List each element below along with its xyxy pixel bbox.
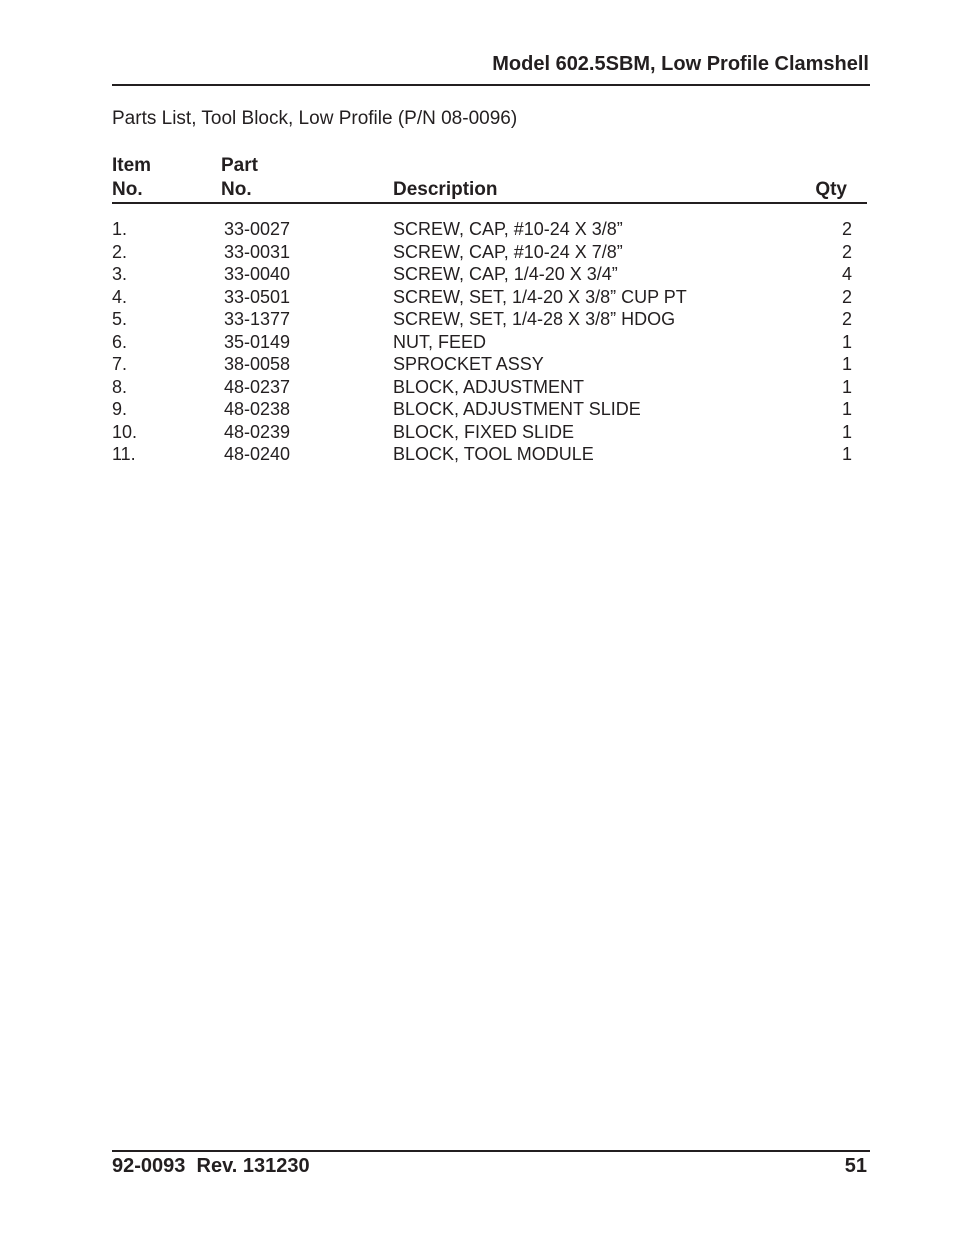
quantity: 1 — [841, 376, 852, 397]
part-description: BLOCK, TOOL MODULE — [393, 444, 594, 464]
part-description: BLOCK, FIXED SLIDE — [393, 421, 575, 442]
part-number: 33-0501 — [224, 286, 291, 307]
part-description: SCREW, CAP, 1/4-20 X 3/4” — [393, 264, 618, 284]
table-row — [112, 308, 852, 331]
table-row — [112, 241, 852, 264]
footer-document-number: 92-0093 Rev. 131230 — [112, 1155, 310, 1177]
column-header-item-line2: No. — [112, 179, 143, 200]
part-number: 48-0238 — [224, 399, 291, 419]
quantity: 1 — [841, 421, 852, 442]
table-row — [112, 263, 852, 286]
part-number: 35-0149 — [224, 331, 291, 352]
table-row — [112, 443, 852, 466]
item-number: 9. — [112, 399, 128, 419]
table-row — [112, 421, 852, 444]
part-number: 38-0058 — [224, 354, 291, 374]
quantity: 2 — [841, 241, 852, 262]
part-number: 48-0237 — [224, 376, 291, 397]
item-number: 4. — [112, 286, 128, 307]
item-number: 3. — [112, 264, 128, 284]
item-number: 8. — [112, 376, 128, 397]
item-number: 11. — [112, 444, 136, 464]
column-header-part-line1: Part — [221, 155, 258, 176]
part-number: 33-0040 — [224, 264, 291, 284]
part-description: SCREW, SET, 1/4-20 X 3/8” CUP PT — [393, 286, 687, 307]
part-number: 33-1377 — [224, 309, 291, 329]
quantity: 2 — [841, 309, 852, 329]
part-description: BLOCK, ADJUSTMENT — [393, 376, 585, 397]
table-header-rule — [112, 202, 867, 204]
table-body — [112, 218, 852, 466]
footer-page-number: 51 — [844, 1155, 867, 1177]
quantity: 4 — [841, 264, 852, 284]
table-row — [112, 218, 852, 241]
table-row — [112, 331, 852, 354]
quantity: 2 — [841, 286, 852, 307]
part-description: SCREW, CAP, #10-24 X 3/8” — [393, 219, 623, 239]
part-description: NUT, FEED — [393, 331, 487, 352]
page-header-title: Model 602.5SBM, Low Profile Clamshell — [492, 53, 869, 75]
header-rule — [112, 84, 870, 86]
footer-rule — [112, 1150, 870, 1152]
quantity: 1 — [841, 444, 852, 464]
part-number: 33-0027 — [224, 219, 291, 239]
column-header-qty: Qty — [815, 179, 847, 200]
part-number: 33-0031 — [224, 241, 291, 262]
part-number: 48-0239 — [224, 421, 291, 442]
quantity: 1 — [841, 354, 852, 374]
part-description: BLOCK, ADJUSTMENT SLIDE — [393, 399, 641, 419]
table-row — [112, 376, 852, 399]
item-number: 1. — [112, 219, 128, 239]
table-row — [112, 286, 852, 309]
quantity: 1 — [841, 331, 852, 352]
item-number: 6. — [112, 331, 128, 352]
column-header-description: Description — [393, 179, 498, 200]
item-number: 7. — [112, 354, 128, 374]
item-number: 2. — [112, 241, 128, 262]
section-title: Parts List, Tool Block, Low Profile (P/N 08-0096) — [112, 108, 518, 129]
item-number: 5. — [112, 309, 128, 329]
table-row — [112, 353, 852, 376]
part-description: SCREW, SET, 1/4-28 X 3/8” HDOG — [393, 309, 676, 329]
item-number: 10. — [112, 421, 138, 442]
column-header-item-line1: Item — [112, 155, 152, 176]
table-row — [112, 398, 852, 421]
quantity: 1 — [841, 399, 852, 419]
part-description: SPROCKET ASSY — [393, 354, 544, 374]
part-number: 48-0240 — [224, 444, 291, 464]
quantity: 2 — [841, 219, 852, 239]
part-description: SCREW, CAP, #10-24 X 7/8” — [393, 241, 623, 262]
column-header-part-line2: No. — [221, 179, 252, 200]
